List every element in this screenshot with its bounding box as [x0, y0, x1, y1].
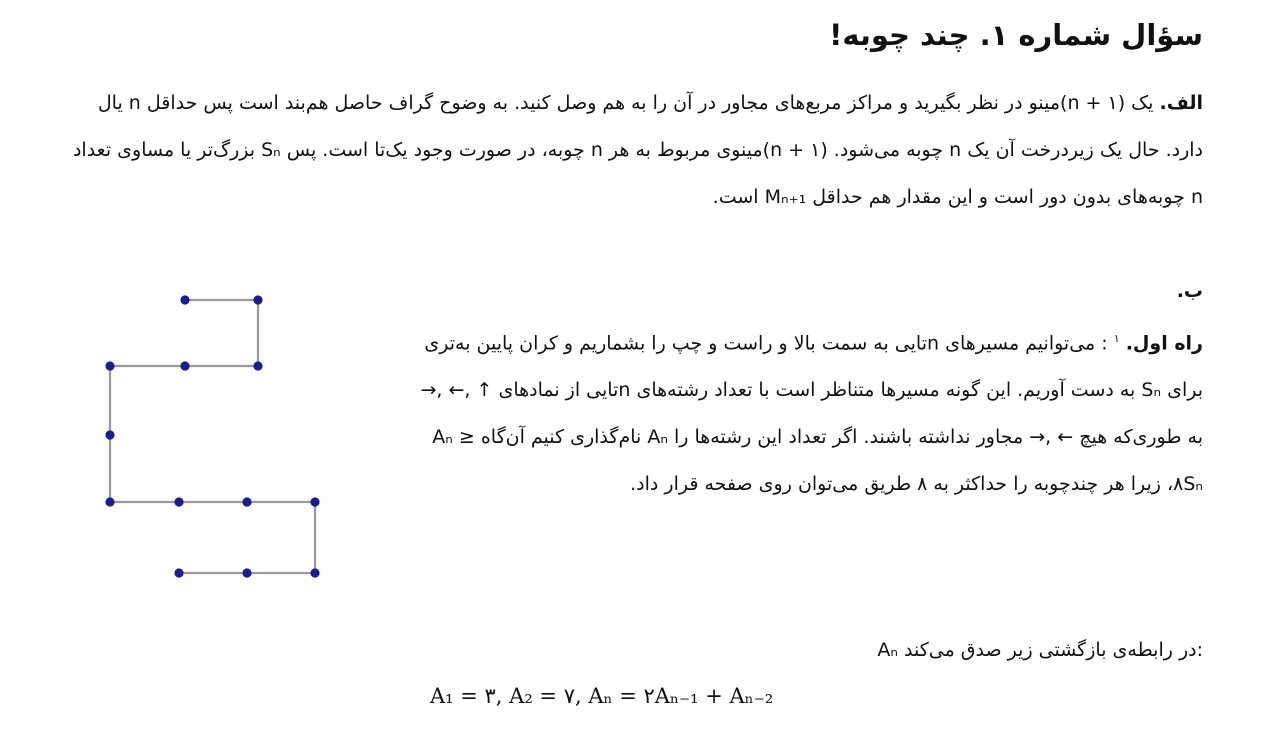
- path-vertex-dot: [174, 568, 183, 577]
- part-a-text: یک (n + ۱)مینو در نظر بگیرید و مراکز مربع‌های مجاور در آن را به هم وصل کنید. به وضوح گراف حاصل هم‌بند است پس حداقل n یال دارد. حال یک زیردرخت آن یک n چوبه می‌شود. (n + ۱)مینوی مربوط به هر n چوبه، در صورت وجود یک‌تا است. پس Sₙ بزرگ‌تر یا مساوی تعداد n چوبه‌های بدون دور است و این مقدار هم حداقل Mₙ₊₁ است.: [72, 92, 1203, 208]
- path-vertex-dot: [180, 295, 189, 304]
- footnote-marker[interactable]: ۱: [1113, 332, 1120, 345]
- path-edges: [110, 300, 315, 573]
- recurrence-formula: A₁ = ۳, A₂ = ۷, Aₙ = ۲Aₙ₋₁ + Aₙ₋₂: [430, 684, 774, 708]
- part-a-label: الف.: [1159, 92, 1203, 114]
- method-one-label: راه اول.: [1125, 332, 1203, 355]
- part-a-paragraph: [63, 80, 1203, 221]
- path-vertex-dot: [310, 568, 319, 577]
- method-one-text: : می‌توانیم مسیرهای nتایی به سمت بالا و راست و چپ را بشماریم و کران پایین به‌تری برای Sₙ به دست آوریم. این گونه مسیرها متناظر است با تعداد رشته‌های nتایی از نمادهای ↑ ,← ,→ به طوری‌که هیچ ← ,→ مجاور نداشته باشند. اگر تعداد این رشته‌ها را Aₙ نام‌گذاری کنیم آن‌گاه Aₙ ≥ ۸Sₙ، زیرا هر چندچوبه را حداکثر به ۸ طریق می‌توان روی صفحه قرار داد.: [420, 332, 1203, 496]
- path-vertex-dot: [174, 497, 183, 506]
- recurrence-intro: Aₙ در رابطه‌ی بازگشتی زیر صدق می‌کند:: [877, 639, 1203, 661]
- polyomino-path-figure: [95, 288, 335, 588]
- path-vertex-dot: [242, 497, 251, 506]
- path-vertex-dot: [105, 430, 114, 439]
- path-vertex-dot: [242, 568, 251, 577]
- path-vertex-dot: [253, 295, 262, 304]
- path-line: [110, 300, 315, 573]
- path-vertices: [105, 295, 319, 577]
- part-b-heading: ب.: [1176, 280, 1203, 302]
- path-vertex-dot: [180, 361, 189, 370]
- path-vertex-dot: [105, 497, 114, 506]
- method-one-paragraph: [417, 315, 1203, 508]
- path-vertex-dot: [310, 497, 319, 506]
- path-vertex-dot: [105, 361, 114, 370]
- question-title: سؤال شماره ۱. چند چوبه!: [829, 18, 1203, 52]
- path-vertex-dot: [253, 361, 262, 370]
